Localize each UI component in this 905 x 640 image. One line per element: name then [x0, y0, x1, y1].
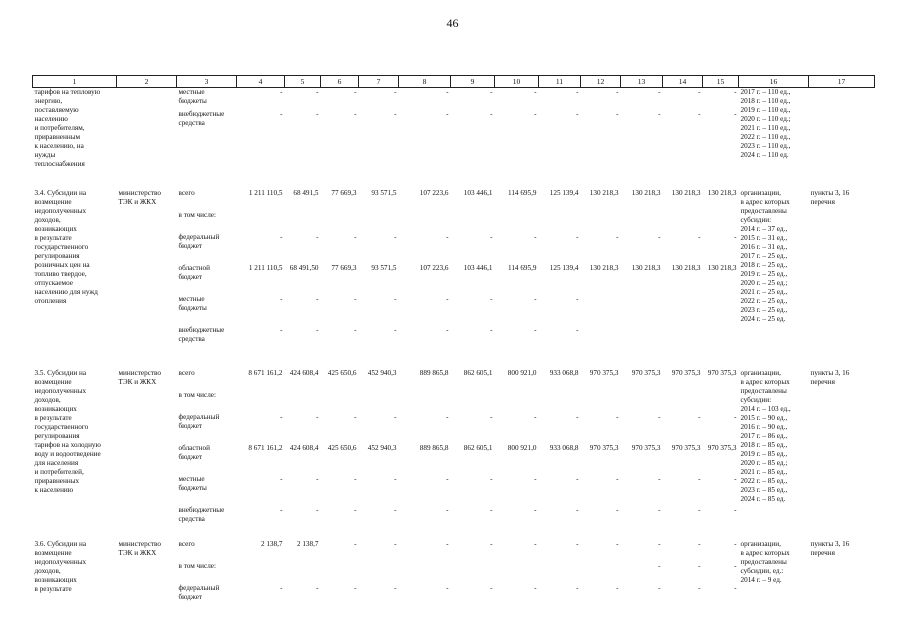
amount-cell: - — [280, 88, 283, 96]
column-header: 12 — [581, 76, 621, 88]
amount-cell: - — [394, 474, 397, 483]
column-header: 11 — [539, 76, 581, 88]
amount-cell: - — [446, 325, 449, 334]
funding-source: в том числе: — [178, 561, 216, 570]
column-header: 10 — [495, 76, 539, 88]
amount-cell — [321, 562, 359, 584]
column-header: 7 — [359, 76, 399, 88]
amount-cell: 970 375,3 — [589, 368, 619, 377]
funding-row — [33, 369, 875, 391]
amount-cell: - — [446, 232, 449, 241]
amount-cell: - — [658, 109, 661, 118]
amount-cell: - — [446, 583, 449, 592]
funding-source: местные бюджеты — [178, 294, 207, 312]
amount-cell: - — [616, 109, 619, 118]
amount-cell: - — [354, 412, 357, 421]
amount-cell: 862 605,1 — [463, 443, 493, 452]
amount-cell: - — [734, 583, 737, 592]
amount-cell: - — [534, 412, 537, 421]
amount-cell: - — [354, 232, 357, 241]
amount-cell — [495, 562, 539, 584]
amount-cell: - — [354, 583, 357, 592]
amount-cell: - — [316, 294, 319, 303]
amount-cell: - — [446, 505, 449, 514]
list-reference: пункты 3, 16 перечня — [810, 539, 850, 557]
funding-source: местные бюджеты — [178, 88, 207, 105]
amount-cell: - — [616, 412, 619, 421]
amount-cell: 970 375,3 — [589, 443, 619, 452]
amount-cell: - — [490, 539, 493, 548]
amount-cell — [285, 562, 321, 584]
amount-cell — [451, 211, 495, 233]
amount-cell: 424 608,4 — [289, 368, 319, 377]
amount-cell: 114 695,9 — [508, 188, 537, 197]
amount-cell: - — [394, 505, 397, 514]
amount-cell: - — [316, 109, 319, 118]
amount-cell: - — [354, 294, 357, 303]
amount-cell: - — [576, 474, 579, 483]
amount-cell: - — [280, 325, 283, 334]
funding-source: областной бюджет — [178, 263, 210, 281]
amount-cell: - — [658, 561, 661, 570]
amount-cell: 77 669,3 — [331, 263, 357, 272]
funding-source: в том числе: — [178, 210, 216, 219]
amount-cell — [621, 211, 663, 233]
amount-cell: - — [354, 505, 357, 514]
amount-cell: - — [734, 88, 737, 96]
amount-cell: - — [490, 325, 493, 334]
measure-description: 3.5. Субсидии на возмещение недополученных доходов, возникающих в результате государственного регулирования тарифов на холодную воду и водоотведение для населения и потребителей, приравненных к населению — [34, 368, 101, 494]
amount-cell: - — [658, 539, 661, 548]
amount-cell — [703, 295, 739, 326]
amount-cell: - — [394, 412, 397, 421]
amount-cell: - — [534, 232, 537, 241]
amount-cell: 93 571,5 — [371, 263, 397, 272]
amount-cell: 424 608,4 — [289, 443, 319, 452]
column-header: 17 — [809, 76, 875, 88]
column-header: 13 — [621, 76, 663, 88]
amount-cell: 970 375,3 — [707, 443, 737, 452]
page-number: 46 — [446, 16, 459, 30]
amount-cell: - — [734, 109, 737, 118]
column-header: 3 — [177, 76, 237, 88]
measure-description: тарифов на тепловую энергию, поставляемую населению и потребителям, приравненным к населению, на нужды теплоснабжения — [34, 88, 101, 168]
amount-cell — [399, 211, 451, 233]
funding-source: федеральный бюджет — [178, 583, 220, 601]
amount-cell: - — [490, 412, 493, 421]
amount-cell: 114 695,9 — [508, 263, 537, 272]
amount-cell: - — [658, 88, 661, 96]
funding-source: внебюджетные средства — [178, 109, 225, 127]
column-header: 14 — [663, 76, 703, 88]
amount-cell: 933 068,8 — [549, 368, 579, 377]
amount-cell: - — [698, 88, 701, 96]
amount-cell — [539, 562, 581, 584]
amount-cell: - — [576, 294, 579, 303]
target-indicator: 2017 г. – 110 ед., 2018 г. – 110 ед., 2019 г. – 110 ед., 2020 г. – 110 ед.; 2021 г. – 110 ед., 2022 г. – 110 ед., 2023 г. – 110 ед., 2024 г. – 110 ед. — [740, 88, 791, 159]
amount-cell: - — [698, 561, 701, 570]
amount-cell — [399, 391, 451, 413]
amount-cell: - — [490, 505, 493, 514]
amount-cell: - — [734, 505, 737, 514]
list-reference: пункты 3, 16 перечня — [810, 188, 850, 206]
amount-cell: 970 375,3 — [631, 368, 661, 377]
responsible-executor — [117, 88, 177, 177]
amount-cell: - — [734, 539, 737, 548]
funding-source: местные бюджеты — [178, 474, 207, 492]
amount-cell: - — [316, 325, 319, 334]
amount-cell: - — [394, 88, 397, 96]
funding-source: всего — [178, 368, 195, 377]
amount-cell: - — [534, 325, 537, 334]
funding-row — [33, 88, 875, 110]
amount-cell — [359, 391, 399, 413]
amount-cell — [237, 211, 285, 233]
amount-cell — [663, 295, 703, 326]
amount-cell: 130 218,3 — [589, 263, 619, 272]
amount-cell: - — [734, 561, 737, 570]
amount-cell: 125 139,4 — [549, 263, 579, 272]
amount-cell: - — [446, 109, 449, 118]
amount-cell: - — [394, 232, 397, 241]
funding-row — [33, 189, 875, 211]
column-header: 1 — [33, 76, 117, 88]
amount-cell — [581, 211, 621, 233]
amount-cell — [451, 562, 495, 584]
amount-cell — [359, 562, 399, 584]
amount-cell: - — [534, 539, 537, 548]
amount-cell: 970 375,3 — [671, 368, 701, 377]
amount-cell: - — [316, 232, 319, 241]
amount-cell: 800 921,0 — [507, 368, 537, 377]
column-header: 2 — [117, 76, 177, 88]
amount-cell: 933 068,8 — [549, 443, 579, 452]
amount-cell — [539, 391, 581, 413]
column-number-header-row — [33, 76, 875, 88]
amount-cell: - — [280, 505, 283, 514]
amount-cell: - — [576, 583, 579, 592]
target-indicator: организации, в адрес которых предоставлены субсидии, ед.: 2014 г. – 9 ед. — [740, 539, 790, 584]
amount-cell: - — [658, 505, 661, 514]
funding-source: в том числе: — [178, 390, 216, 399]
amount-cell: 889 865,8 — [419, 443, 449, 452]
amount-cell: - — [534, 109, 537, 118]
amount-cell: - — [698, 232, 701, 241]
amount-cell: 1 211 110,5 — [248, 188, 283, 197]
amount-cell: 68 491,50 — [289, 263, 319, 272]
amount-cell: 2 138,7 — [296, 539, 319, 548]
amount-cell: - — [616, 474, 619, 483]
spacer-cell — [33, 357, 875, 369]
funding-row — [33, 540, 875, 562]
amount-cell — [451, 391, 495, 413]
amount-cell: - — [576, 505, 579, 514]
amount-cell: - — [446, 474, 449, 483]
amount-cell: - — [354, 325, 357, 334]
amount-cell: - — [734, 474, 737, 483]
amount-cell: 130 218,3 — [707, 263, 737, 272]
target-indicator: организации, в адрес которых предоставлены субсидии: 2014 г. – 37 ед., 2015 г. – 31 ед., 2016 г. – 31 ед., 2017 г. – 25 ед., 2018 г. – 25 ед., 2019 г. – 25 ед., 2020 г. – 25 ед.; 2021 г. – 25 ед., 2022 г. – 25 ед., 2023 г. – 25 ед., 2024 г. – 25 ед. — [740, 188, 790, 323]
amount-cell — [359, 211, 399, 233]
amount-cell: - — [490, 474, 493, 483]
amount-cell — [663, 326, 703, 357]
list-reference — [809, 88, 875, 177]
amount-cell: 862 605,1 — [463, 368, 493, 377]
amount-cell: 8 671 161,2 — [248, 368, 283, 377]
amount-cell: - — [534, 505, 537, 514]
amount-cell: 425 650,6 — [327, 443, 357, 452]
amount-cell: - — [576, 412, 579, 421]
column-header: 5 — [285, 76, 321, 88]
amount-cell: - — [280, 583, 283, 592]
amount-cell: - — [698, 583, 701, 592]
amount-cell: - — [616, 539, 619, 548]
amount-cell: - — [316, 412, 319, 421]
spacer-cell — [33, 177, 875, 189]
funding-source: внебюджетные средства — [178, 325, 225, 343]
column-header: 9 — [451, 76, 495, 88]
amount-cell: 130 218,3 — [631, 188, 661, 197]
amount-cell: - — [658, 232, 661, 241]
column-header: 15 — [703, 76, 739, 88]
amount-cell: - — [354, 109, 357, 118]
amount-cell: - — [658, 412, 661, 421]
amount-cell: 800 921,0 — [507, 443, 537, 452]
amount-cell: - — [316, 474, 319, 483]
amount-cell: - — [490, 583, 493, 592]
amount-cell — [495, 211, 539, 233]
amount-cell: 2 138,7 — [260, 539, 283, 548]
amount-cell: 125 139,4 — [549, 188, 579, 197]
amount-cell: 1 211 110,5 — [248, 263, 283, 272]
amount-cell: - — [658, 474, 661, 483]
amount-cell: - — [394, 109, 397, 118]
amount-cell: - — [576, 88, 579, 96]
column-header: 6 — [321, 76, 359, 88]
amount-cell — [321, 391, 359, 413]
target-indicator: организации, в адрес которых предоставлены субсидии: 2014 г. – 103 ед., 2015 г. – 90 ед., 2016 г. – 90 ед., 2017 г. – 86 ед., 2018 г. – 85 ед., 2019 г. – 85 ед., 2020 г. – 85 ед.; 2021 г. – 85 ед., 2022 г. – 85 ед., 2023 г. – 85 ед., 2024 г. – 85 ед. — [740, 368, 791, 503]
amount-cell: - — [576, 109, 579, 118]
amount-cell — [539, 211, 581, 233]
amount-cell: - — [394, 325, 397, 334]
funding-source: федеральный бюджет — [178, 232, 220, 250]
funding-source: внебюджетные средства — [178, 505, 225, 523]
amount-cell — [581, 391, 621, 413]
section-spacer — [33, 357, 875, 369]
amount-cell: - — [576, 325, 579, 334]
measure-description: 3.4. Субсидии на возмещение недополученных доходов, возникающих в результате государственного регулирования розничных цен на топливо твердое, отпускаемое населению для нужд отопления — [34, 188, 98, 305]
amount-cell: - — [490, 88, 493, 96]
amount-cell — [399, 562, 451, 584]
amount-cell: - — [280, 294, 283, 303]
responsible-executor: министерство ТЭК и ЖКХ — [118, 539, 161, 557]
amount-cell: 93 571,5 — [371, 188, 397, 197]
amount-cell: - — [698, 412, 701, 421]
amount-cell: - — [280, 232, 283, 241]
column-header: 4 — [237, 76, 285, 88]
responsible-executor: министерство ТЭК и ЖКХ — [118, 188, 161, 206]
amount-cell: - — [446, 412, 449, 421]
amount-cell — [703, 326, 739, 357]
amount-cell: - — [316, 505, 319, 514]
amount-cell: 107 223,6 — [419, 263, 449, 272]
amount-cell: 970 375,3 — [671, 443, 701, 452]
amount-cell — [663, 211, 703, 233]
amount-cell — [621, 326, 663, 357]
amount-cell: 77 669,3 — [331, 188, 357, 197]
amount-cell — [237, 391, 285, 413]
amount-cell: - — [316, 88, 319, 96]
amount-cell: - — [698, 505, 701, 514]
amount-cell — [581, 326, 621, 357]
amount-cell — [321, 211, 359, 233]
amount-cell: - — [394, 539, 397, 548]
funding-source: федеральный бюджет — [178, 412, 220, 430]
amount-cell: - — [490, 294, 493, 303]
amount-cell: - — [616, 232, 619, 241]
amount-cell: - — [534, 474, 537, 483]
amount-cell: - — [394, 583, 397, 592]
amount-cell: - — [734, 232, 737, 241]
funding-source: всего — [178, 188, 195, 197]
spacer-cell — [33, 528, 875, 540]
amount-cell: 130 218,3 — [671, 263, 701, 272]
amount-cell: - — [616, 583, 619, 592]
column-header: 8 — [399, 76, 451, 88]
amount-cell — [663, 391, 703, 413]
amount-cell: - — [698, 539, 701, 548]
amount-cell — [581, 295, 621, 326]
amount-cell: 970 375,3 — [631, 443, 661, 452]
amount-cell: - — [658, 583, 661, 592]
amount-cell: - — [354, 474, 357, 483]
amount-cell: - — [490, 109, 493, 118]
list-reference: пункты 3, 16 перечня — [810, 368, 850, 386]
amount-cell: 130 218,3 — [707, 188, 737, 197]
section-spacer — [33, 528, 875, 540]
amount-cell: 68 491,5 — [293, 188, 319, 197]
amount-cell: - — [534, 88, 537, 96]
amount-cell: - — [616, 88, 619, 96]
amount-cell: 107 223,6 — [419, 188, 449, 197]
amount-cell: - — [394, 294, 397, 303]
amount-cell — [703, 391, 739, 413]
amount-cell: 8 671 161,2 — [248, 443, 283, 452]
amount-cell: - — [698, 109, 701, 118]
amount-cell — [495, 391, 539, 413]
amount-cell: 103 446,1 — [463, 188, 493, 197]
amount-cell: - — [280, 474, 283, 483]
program-funding-table — [32, 75, 875, 606]
amount-cell: 130 218,3 — [589, 188, 619, 197]
amount-cell: - — [446, 539, 449, 548]
amount-cell: - — [534, 583, 537, 592]
funding-source: всего — [178, 539, 195, 548]
amount-cell: - — [734, 412, 737, 421]
amount-cell: - — [316, 583, 319, 592]
measure-description: 3.6. Субсидии на возмещение недополученных доходов, возникающих в результате — [34, 539, 87, 593]
amount-cell: 889 865,8 — [419, 368, 449, 377]
amount-cell: 130 218,3 — [671, 188, 701, 197]
funding-source: областной бюджет — [178, 443, 210, 461]
amount-cell: 452 940,3 — [367, 443, 397, 452]
column-header: 16 — [739, 76, 809, 88]
amount-cell — [621, 391, 663, 413]
amount-cell: - — [534, 294, 537, 303]
amount-cell: - — [576, 539, 579, 548]
amount-cell — [581, 562, 621, 584]
amount-cell: 452 940,3 — [367, 368, 397, 377]
section-spacer — [33, 177, 875, 189]
amount-cell: - — [446, 294, 449, 303]
amount-cell — [703, 211, 739, 233]
amount-cell: - — [280, 109, 283, 118]
amount-cell: - — [490, 232, 493, 241]
amount-cell: 425 650,6 — [327, 368, 357, 377]
amount-cell: - — [698, 474, 701, 483]
amount-cell: - — [280, 412, 283, 421]
amount-cell: - — [354, 539, 357, 548]
amount-cell: - — [616, 505, 619, 514]
amount-cell — [621, 295, 663, 326]
amount-cell: 130 218,3 — [631, 263, 661, 272]
amount-cell: - — [354, 88, 357, 96]
amount-cell: 103 446,1 — [463, 263, 493, 272]
amount-cell: - — [446, 88, 449, 96]
amount-cell — [285, 211, 321, 233]
amount-cell — [237, 562, 285, 584]
amount-cell: 970 375,3 — [707, 368, 737, 377]
amount-cell: - — [576, 232, 579, 241]
responsible-executor: министерство ТЭК и ЖКХ — [118, 368, 161, 386]
amount-cell — [285, 391, 321, 413]
